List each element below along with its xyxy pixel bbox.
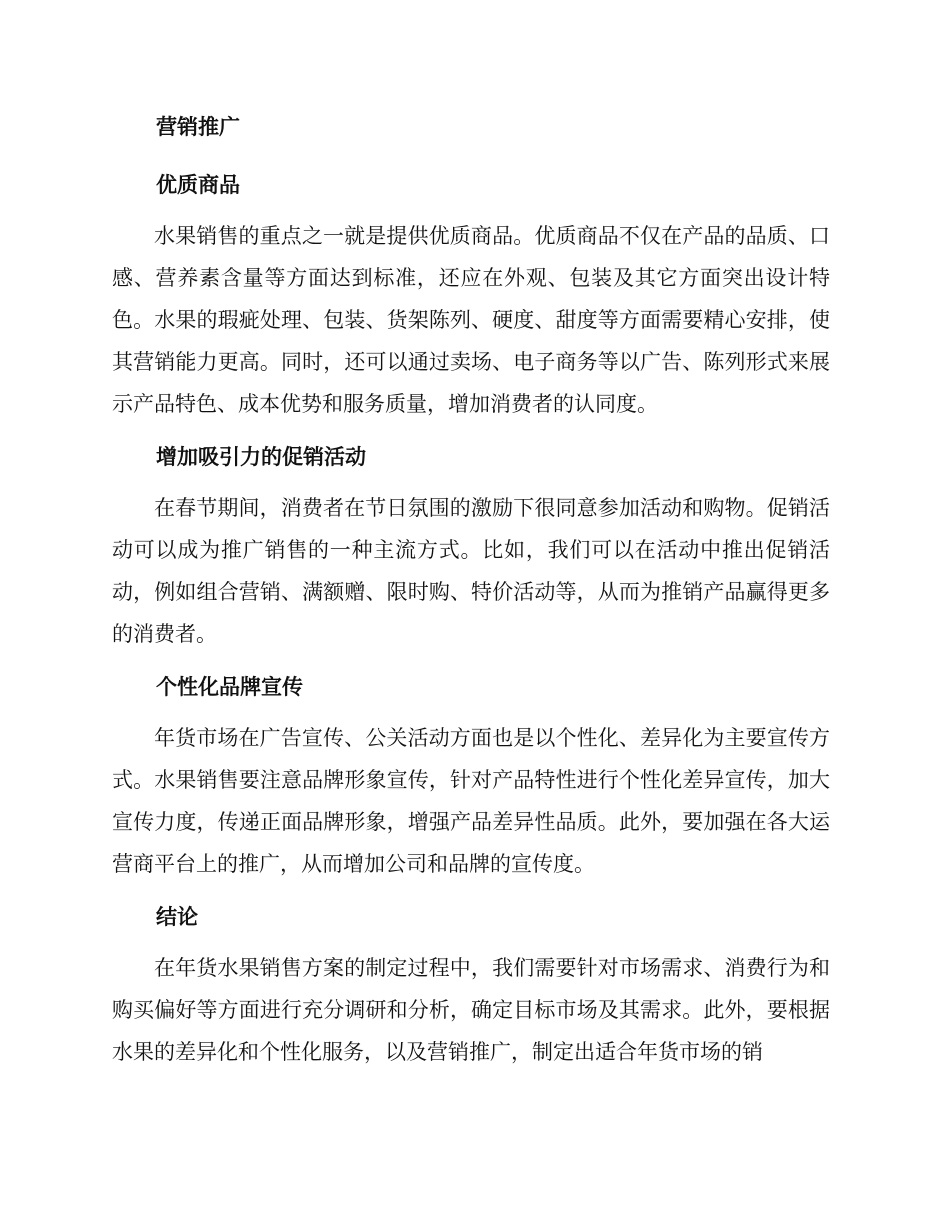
heading-branding: 个性化品牌宣传	[156, 674, 303, 699]
heading-promotion: 增加吸引力的促销活动	[156, 444, 366, 469]
heading-quality-goods: 优质商品	[156, 172, 240, 197]
heading-conclusion: 结论	[156, 904, 198, 929]
paragraph-conclusion: 在年货水果销售方案的制定过程中，我们需要针对市场需求、消费行为和购买偏好等方面进行充分调研和分析，确定目标市场及其需求。此外，要根据水果的差异化和个性化服务，以及营销推广，制定出适合年货市场的销	[112, 956, 830, 1064]
heading-marketing: 营销推广	[156, 114, 240, 139]
paragraph-promotion: 在春节期间，消费者在节日氛围的激励下很同意参加活动和购物。促销活动可以成为推广销售的一种主流方式。比如，我们可以在活动中推出促销活动，例如组合营销、满额赠、限时购、特价活动等，从而为推销产品赢得更多的消费者。	[112, 496, 830, 646]
document-page	[112, 105, 830, 1083]
paragraph-branding: 年货市场在广告宣传、公关活动方面也是以个性化、差异化为主要宣传方式。水果销售要注意品牌形象宣传，针对产品特性进行个性化差异宣传，加大宣传力度，传递正面品牌形象，增强产品差异性品质。此外，要加强在各大运营商平台上的推广，从而增加公司和品牌的宣传度。	[112, 726, 830, 876]
paragraph-quality-goods: 水果销售的重点之一就是提供优质商品。优质商品不仅在产品的品质、口感、营养素含量等方面达到标准，还应在外观、包装及其它方面突出设计特色。水果的瑕疵处理、包装、货架陈列、硬度、甜度等方面需要精心安排，使其营销能力更高。同时，还可以通过卖场、电子商务等以广告、陈列形式来展示产品特色、成本优势和服务质量，增加消费者的认同度。	[112, 224, 830, 416]
